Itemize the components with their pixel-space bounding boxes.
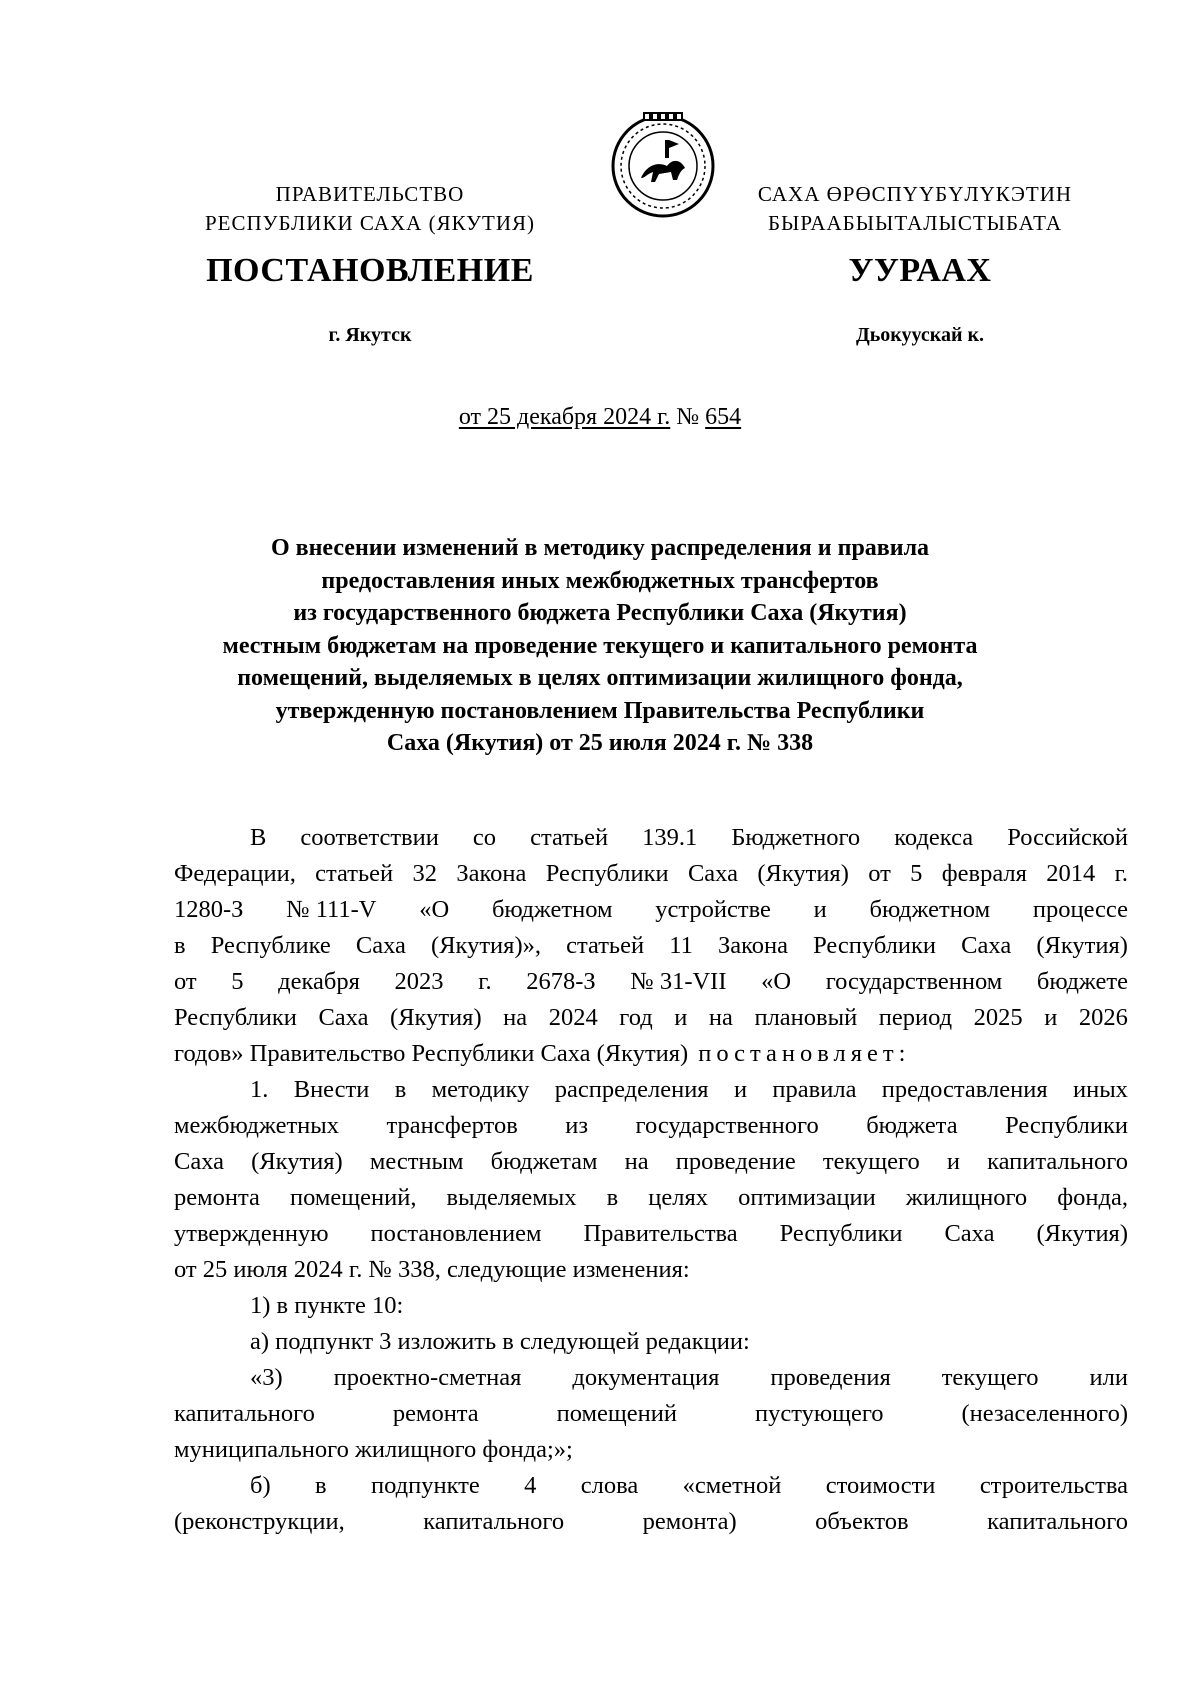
paragraph-1-line xyxy=(174,820,1128,856)
word: и xyxy=(1044,1004,1058,1031)
paragraph-1-line xyxy=(174,892,1128,928)
title-line: предоставления иных межбюджетных трансфертов xyxy=(321,567,879,594)
word: бюджете xyxy=(1036,968,1128,995)
word: (реконструкции, xyxy=(174,1508,345,1535)
word: 2026 xyxy=(1078,1004,1128,1031)
word: Саха xyxy=(355,932,406,959)
line-text: 1) в пункте 10: xyxy=(250,1292,404,1319)
word: 2678-З xyxy=(526,968,596,995)
title-line: помещений, выделяемых в целях оптимизации жилищного фонда, xyxy=(237,665,963,691)
paragraph-1-line xyxy=(174,1036,1128,1072)
word: объектов xyxy=(815,1508,909,1535)
word: помещений xyxy=(556,1400,677,1427)
title-line: утвержденную постановлением Правительства Республики xyxy=(275,697,925,724)
quote-3-line xyxy=(174,1432,1128,1468)
word: статьей xyxy=(530,824,609,851)
word: на xyxy=(624,1148,649,1175)
word: «О xyxy=(761,968,792,995)
paragraph-1-line xyxy=(174,856,1128,892)
word: 1. xyxy=(250,1076,269,1103)
word: пустующего xyxy=(754,1400,884,1427)
quote-3-line xyxy=(174,1360,1128,1396)
word: статьей xyxy=(315,860,394,887)
word: проведение xyxy=(675,1148,796,1175)
paragraph-1-line xyxy=(174,1000,1128,1036)
word: со xyxy=(472,824,497,851)
word: местным xyxy=(369,1148,464,1175)
word: документация xyxy=(572,1364,720,1391)
word: 5 xyxy=(231,968,244,995)
word: от xyxy=(868,860,891,887)
word: иных xyxy=(1073,1076,1128,1103)
title-line: О внесении изменений в методику распределения и правила xyxy=(270,535,930,561)
word: Федерации, xyxy=(174,860,296,887)
word: Республики xyxy=(1005,1112,1128,1139)
paragraph-1-line xyxy=(174,928,1128,964)
line-text: муниципального жилищного фонда;»; xyxy=(174,1436,573,1463)
word: ремонта xyxy=(392,1400,479,1427)
item-b-line xyxy=(174,1504,1128,1540)
word: Республике xyxy=(210,932,331,959)
doc-kind-russian: ПОСТАНОВЛЕНИЕ xyxy=(206,252,534,289)
word: (незаселенного) xyxy=(961,1400,1128,1427)
word: трансфертов xyxy=(386,1112,518,1139)
item-1-line xyxy=(174,1288,1128,1324)
word: 2025 xyxy=(973,1004,1023,1031)
word: 2023 xyxy=(394,968,444,995)
word: Правительства xyxy=(583,1220,738,1247)
word: 2024 xyxy=(548,1004,598,1031)
word: предоставления xyxy=(881,1076,1048,1103)
word: жилищного xyxy=(905,1184,1028,1211)
word: и xyxy=(946,1148,960,1175)
word: 4 xyxy=(524,1472,537,1499)
word: подпункте xyxy=(370,1472,480,1499)
word: текущего xyxy=(941,1364,1039,1391)
word: бюджетном xyxy=(869,896,991,923)
word: и xyxy=(733,1076,748,1103)
word: Саха xyxy=(961,932,1012,959)
word: целях xyxy=(648,1184,708,1211)
paragraph-2-line xyxy=(174,1072,1128,1108)
word: в xyxy=(394,1076,407,1103)
title-line: из государственного бюджета Республики Саха (Якутия) xyxy=(293,600,907,626)
document-number: 654 xyxy=(705,404,742,430)
word: процессе xyxy=(1032,896,1128,923)
word: текущего xyxy=(822,1148,920,1175)
word: в xyxy=(606,1184,619,1211)
word: «сметной xyxy=(682,1472,782,1499)
place-yakut: Дьокуускай к. xyxy=(855,324,985,346)
word: (Якутия) xyxy=(251,1148,343,1175)
word: капитального xyxy=(987,1148,1128,1175)
word: проведения xyxy=(770,1364,891,1391)
word: г. xyxy=(478,968,492,995)
line-text: от 25 июля 2024 г. № 338, следующие изменения: xyxy=(174,1256,690,1283)
word: 5 xyxy=(910,860,923,887)
word: № 31-VII xyxy=(630,968,727,995)
word: фонда, xyxy=(1057,1184,1128,1211)
line-text: годов» Правительство Республики Саха (Якутия) xyxy=(174,1040,689,1067)
quote-3-line xyxy=(174,1396,1128,1432)
word: ремонта xyxy=(174,1184,260,1211)
word: бюджетном xyxy=(491,896,613,923)
word: слова xyxy=(580,1472,639,1499)
word: бюджета xyxy=(866,1112,958,1139)
word: Саха xyxy=(318,1004,369,1031)
word: утвержденную xyxy=(174,1220,329,1247)
word: строительства xyxy=(979,1472,1128,1499)
paragraph-2-line xyxy=(174,1180,1128,1216)
spaced-verb: постановляет: xyxy=(698,1040,911,1067)
word: б) xyxy=(250,1472,271,1499)
government-name-yakut xyxy=(735,180,1095,238)
header-left-line-2: РЕСПУБЛИКИ САХА (ЯКУТИЯ) xyxy=(204,211,536,235)
word: Республики xyxy=(813,932,937,959)
word: кодекса xyxy=(894,824,974,851)
word: распределения xyxy=(554,1076,709,1103)
word: Саха xyxy=(944,1220,995,1247)
word: и xyxy=(813,896,827,923)
word: на xyxy=(503,1004,528,1031)
word: государственного xyxy=(635,1112,819,1139)
paragraph-1-line xyxy=(174,964,1128,1000)
word: соответствии xyxy=(300,824,439,851)
word: 1280-З xyxy=(174,896,244,923)
number-sign: № xyxy=(676,404,700,430)
word: капитального xyxy=(987,1508,1128,1535)
document-date: от 25 декабря 2024 г. xyxy=(458,404,671,430)
word: «3) xyxy=(250,1364,283,1391)
word: стоимости xyxy=(825,1472,936,1499)
word: (Якутия)», xyxy=(431,932,541,959)
date-and-number xyxy=(0,404,1200,431)
word: Бюджетного xyxy=(731,824,861,851)
word: выделяемых xyxy=(446,1184,577,1211)
word: из xyxy=(565,1112,589,1139)
word: помещений, xyxy=(289,1184,417,1211)
word: В xyxy=(250,824,267,851)
word: в xyxy=(174,932,186,959)
word: (Якутия) xyxy=(1036,932,1128,959)
word: период xyxy=(878,1004,953,1031)
word: плановый xyxy=(754,1004,858,1031)
title-line: Саха (Якутия) от 25 июля 2024 г. № 338 xyxy=(386,730,814,756)
word: капитального xyxy=(423,1508,565,1535)
government-name-russian xyxy=(170,180,570,238)
line-text: а) подпункт 3 изложить в следующей редакции: xyxy=(250,1328,750,1355)
document-body xyxy=(174,820,1128,1540)
word: № 111-V xyxy=(286,896,377,923)
document-title xyxy=(150,532,1050,760)
word: декабря xyxy=(278,968,360,995)
doc-kind-yakut: УУРААХ xyxy=(848,252,992,289)
item-b-line xyxy=(174,1468,1128,1504)
word: 139.1 xyxy=(642,824,698,851)
header-right-line-1: САХА ӨРӨСПҮҮБҮЛҮКЭТИН xyxy=(757,182,1073,206)
word: Республики xyxy=(779,1220,903,1247)
word: февраля xyxy=(941,860,1027,887)
coat-of-arms-emblem-icon xyxy=(607,108,719,220)
word: от xyxy=(174,968,197,995)
word: методику xyxy=(431,1076,530,1103)
word: проектно-сметная xyxy=(333,1364,522,1391)
word: 32 xyxy=(412,860,437,887)
word: бюджетам xyxy=(490,1148,598,1175)
word: Внести xyxy=(293,1076,370,1103)
word: Саха xyxy=(174,1148,225,1175)
paragraph-2-line xyxy=(174,1252,1128,1288)
word: Закона xyxy=(717,932,788,959)
word: или xyxy=(1089,1364,1128,1391)
word: Республики xyxy=(174,1004,297,1031)
word: статьей xyxy=(566,932,645,959)
word: (Якутия) xyxy=(390,1004,482,1031)
word: год xyxy=(619,1004,653,1031)
word: «О xyxy=(419,896,450,923)
item-a-line xyxy=(174,1324,1128,1360)
word: 2014 xyxy=(1046,860,1096,887)
paragraph-2-line xyxy=(174,1108,1128,1144)
word: и xyxy=(674,1004,688,1031)
word: постановлением xyxy=(370,1220,542,1247)
word: г. xyxy=(1114,860,1128,887)
header-left-line-1: ПРАВИТЕЛЬСТВО xyxy=(275,182,465,206)
word: оптимизации xyxy=(738,1184,876,1211)
paragraph-2-line xyxy=(174,1216,1128,1252)
word: 11 xyxy=(669,932,693,959)
word: (Якутия) xyxy=(1036,1220,1128,1247)
word: государственном xyxy=(825,968,1003,995)
header-right-line-2: БЫРААБЫЫТАЛЫСТЫБАТА xyxy=(767,211,1063,235)
word: ремонта) xyxy=(642,1508,737,1535)
title-line: местным бюджетам на проведение текущего и капитального ремонта xyxy=(222,632,978,659)
word: (Якутия) xyxy=(757,860,849,887)
word: межбюджетных xyxy=(174,1112,339,1139)
word: правила xyxy=(772,1076,857,1103)
word: в xyxy=(315,1472,327,1499)
word: на xyxy=(708,1004,733,1031)
word: Закона xyxy=(456,860,527,887)
word: Республики xyxy=(545,860,669,887)
word: капитального xyxy=(174,1400,315,1427)
word: Российской xyxy=(1007,824,1128,851)
word: Саха xyxy=(687,860,738,887)
paragraph-2-line xyxy=(174,1144,1128,1180)
word: устройстве xyxy=(655,896,771,923)
place-russian: г. Якутск xyxy=(328,324,412,346)
